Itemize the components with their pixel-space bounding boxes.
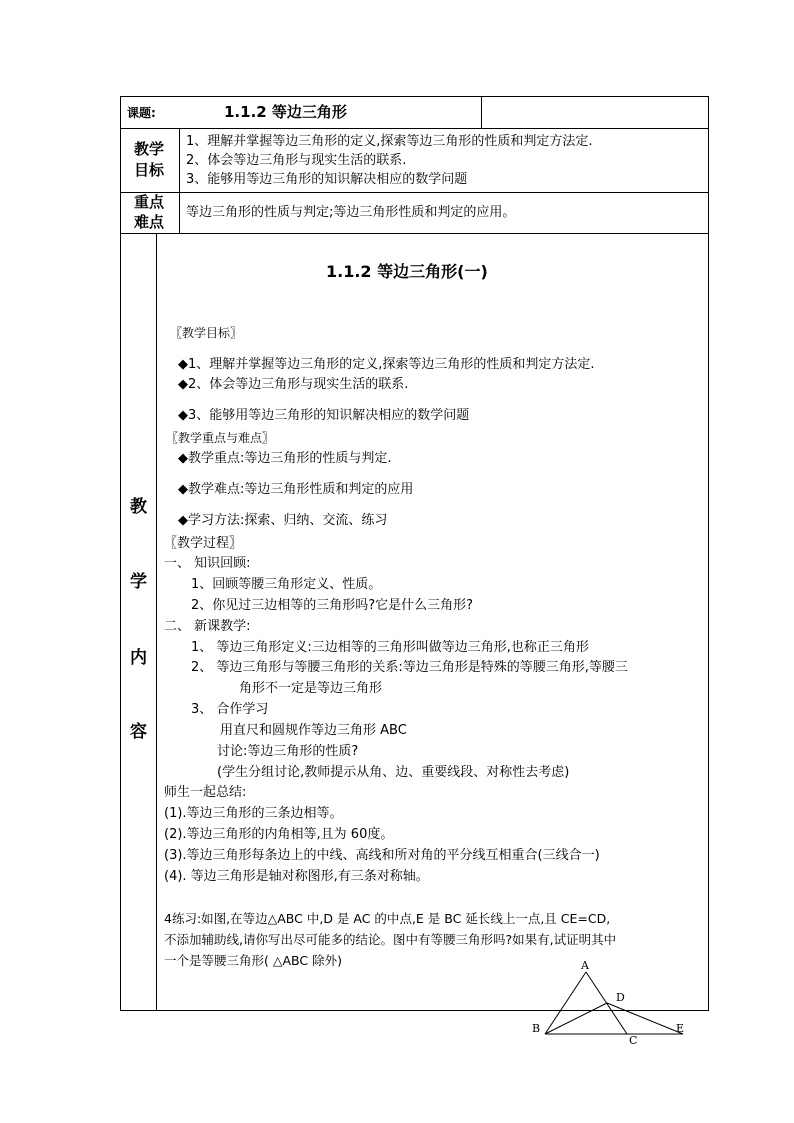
new-item: 3、 合作学习 (191, 702, 269, 717)
content-column-line (156, 233, 157, 1010)
side-char: 学 (130, 572, 147, 592)
new-heading: 二、 新课教学: (164, 619, 251, 634)
segment-de (607, 1003, 683, 1034)
topic-label: 课题: (127, 106, 156, 120)
process-heading: 〖教学过程〗 (164, 536, 243, 551)
focus-item: ◆教学重点:等边三角形的性质与判定. (178, 451, 392, 466)
key-points-text: 等边三角形的性质与判定;等边三角形性质和判定的应用。 (186, 205, 516, 220)
lesson-goal: ◆1、理解并掌握等边三角形的定义,探索等边三角形的性质和判定方法定. (178, 357, 595, 372)
key-label-2: 难点 (134, 213, 165, 231)
table-border-top (120, 96, 709, 97)
label-d: D (616, 991, 625, 1004)
summary-item: (3).等边三角形每条边上的中线、高线和所对角的平分线互相重合(三线合一) (164, 848, 600, 863)
side-char: 内 (130, 648, 147, 668)
label-a: A (581, 959, 589, 972)
focus-item: ◆学习方法:探索、归纳、交流、练习 (178, 513, 388, 528)
lesson-title: 1.1.2 等边三角形(一) (326, 262, 488, 281)
goal-item: 3、能够用等边三角形的知识解决相应的数学问题 (186, 172, 468, 187)
label-column-line (179, 128, 180, 233)
side-char: 教 (130, 497, 147, 517)
review-heading: 一、 知识回顾: (164, 556, 251, 571)
goals-heading: 〖教学目标〗 (170, 326, 243, 340)
goal-item: 2、体会等边三角形与现实生活的联系. (186, 153, 407, 168)
row-line-1 (120, 128, 709, 129)
lesson-goal: ◆3、能够用等边三角形的知识解决相应的数学问题 (178, 408, 470, 423)
new-item: 2、 等边三角形与等腰三角形的关系:等边三角形是特殊的等腰三角形,等腰三 (191, 660, 628, 675)
lesson-goal: ◆2、体会等边三角形与现实生活的联系. (178, 377, 409, 392)
side-char: 容 (130, 722, 147, 742)
triangle-figure (525, 952, 700, 1052)
new-item: 1、 等边三角形定义:三边相等的三角形叫做等边三角形,也称正三角形 (191, 640, 589, 655)
goal-item: 1、理解并掌握等边三角形的定义,探索等边三角形的性质和判定方法定. (186, 134, 593, 149)
header-divider (481, 96, 482, 128)
row-line-3 (120, 233, 709, 234)
label-e: E (676, 1022, 685, 1035)
row-line-2 (120, 192, 709, 193)
focus-item: ◆教学难点:等边三角形性质和判定的应用 (178, 482, 414, 497)
activity-item: 讨论:等边三角形的性质? (217, 744, 359, 759)
label-c: C (629, 1034, 638, 1047)
topic-title: 1.1.2 等边三角形 (224, 103, 347, 121)
segment-bd (545, 1003, 607, 1034)
exercise-line: 不添加辅助线,请你写出尽可能多的结论。图中有等腰三角形吗?如果有,试证明其中 (164, 932, 617, 947)
review-item: 1、回顾等腰三角形定义、性质。 (191, 577, 382, 592)
activity-item: (学生分组讨论,教师提示从角、边、重要线段、对称性去考虑) (217, 765, 570, 780)
goals-label-1: 教学 (134, 140, 165, 158)
summary-item: (2).等边三角形的内角相等,且为 60度。 (164, 827, 394, 842)
goals-label-2: 目标 (134, 161, 165, 179)
summary-heading: 师生一起总结: (164, 785, 247, 800)
summary-item: (4). 等边三角形是轴对称图形,有三条对称轴。 (164, 869, 429, 884)
key-label-1: 重点 (134, 193, 165, 211)
segment-ab (545, 972, 586, 1034)
review-item: 2、你见过三边相等的三角形吗?它是什么三角形? (191, 598, 474, 613)
exercise-line: 一个是等腰三角形( △ABC 除外) (164, 953, 342, 968)
focus-heading: 〖教学重点与难点〗 (166, 431, 275, 445)
new-item: 角形不一定是等边三角形 (239, 681, 383, 696)
activity-item: 用直尺和圆规作等边三角形 ABC (220, 723, 407, 738)
label-b: B (532, 1022, 541, 1035)
exercise-line: 4练习:如图,在等边△ABC 中,D 是 AC 的中点,E 是 BC 延长线上一点,且 CE=CD, (164, 911, 611, 926)
summary-item: (1).等边三角形的三条边相等。 (164, 806, 343, 821)
